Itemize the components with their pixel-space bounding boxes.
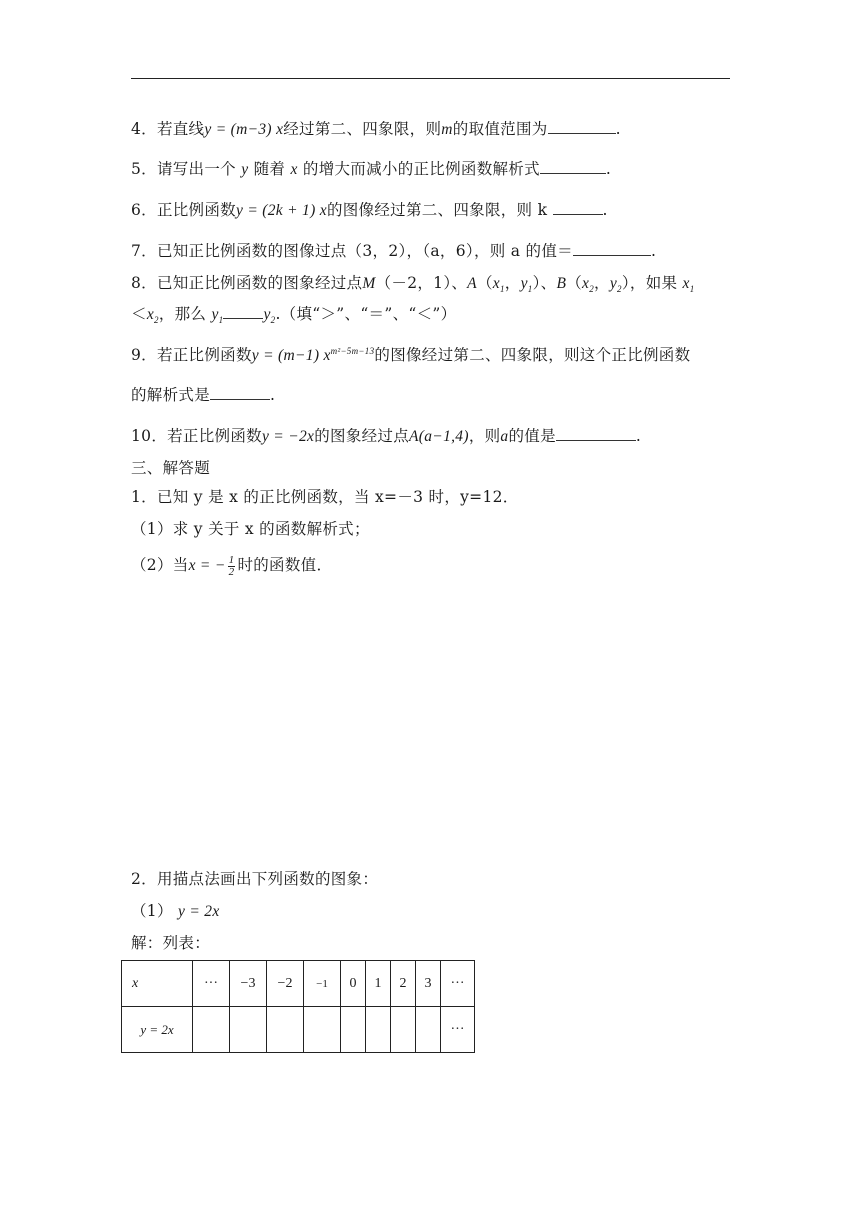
- p2-sub1-label: （1）: [131, 902, 173, 920]
- table-cell: x: [122, 961, 193, 1007]
- q8-s1: 1: [499, 284, 505, 295]
- q10-pre: 10．若正比例函数: [131, 427, 262, 445]
- q4-mid: 经过第二、四象限，则: [283, 120, 442, 138]
- table-cell[interactable]: [193, 1007, 230, 1053]
- q7-text: 7．已知正比例函数的图像过点（3，2），（a，6），则 a 的值＝: [131, 242, 573, 260]
- q9-mid: 的图像经过第二、四象限，则这个正比例函数: [374, 346, 691, 364]
- question-9-line1: [131, 343, 690, 365]
- q4-answer-blank[interactable]: [548, 119, 616, 134]
- question-8-line1: [131, 271, 695, 294]
- table-cell: ···: [193, 961, 230, 1007]
- q10-answer-blank[interactable]: [556, 426, 636, 441]
- question-8-line2: [131, 302, 456, 325]
- p2-equation: y = 2x: [178, 903, 220, 920]
- p1-sub2-x: x = −: [188, 557, 226, 574]
- q6-answer-blank[interactable]: [553, 200, 603, 215]
- q9-exponent: m²−5m−13: [330, 345, 375, 356]
- q8-x2: x: [582, 275, 590, 292]
- q5-mid1: 随着: [253, 160, 286, 178]
- p1-sub2-post: 时的函数值．: [237, 556, 333, 574]
- q8-x1b: x: [682, 275, 690, 292]
- q8-g: ，: [594, 274, 610, 292]
- table-cell: −1: [304, 961, 341, 1007]
- q8-A: A: [467, 275, 477, 292]
- problem-2-stem: 2．用描点法画出下列函数的图象：: [131, 870, 379, 888]
- table-cell: y = 2x: [122, 1007, 193, 1053]
- table-cell: 3: [416, 961, 441, 1007]
- fraction-half: [228, 555, 236, 578]
- table-cell: 2: [391, 961, 416, 1007]
- question-5: [131, 157, 611, 179]
- q9-line2: 的解析式是: [131, 386, 211, 404]
- question-7: [131, 239, 656, 261]
- solution-label: 解：列表：: [131, 934, 211, 952]
- q8-s4: 2: [617, 284, 622, 295]
- q4-pre: 4．若直线: [131, 120, 205, 138]
- table-cell: −3: [230, 961, 267, 1007]
- table-cell[interactable]: [230, 1007, 267, 1053]
- q4-end: .: [615, 120, 621, 138]
- table-cell[interactable]: [416, 1007, 441, 1053]
- problem-1-stem: 1．已知 y 是 x 的正比例函数，当 x=－3 时，y=12．: [131, 488, 519, 506]
- q8-y2: y: [609, 275, 618, 292]
- q8-y1b: y: [211, 306, 219, 323]
- fraction-denominator: 2: [228, 565, 235, 578]
- q8-B: B: [556, 275, 567, 292]
- problem-2-sub1: [131, 899, 220, 921]
- q8-h: ），如果: [621, 274, 678, 292]
- q8-s2: 1: [527, 284, 533, 295]
- q8-f: （: [566, 274, 583, 292]
- q6-mid: 的图像经过第二、四象限，则 k: [326, 201, 548, 219]
- problem-1-sub1: （1）求 y 关于 x 的函数解析式；: [131, 520, 370, 538]
- q4-post: 的取值范围为: [452, 120, 548, 138]
- q6-end: .: [602, 201, 608, 219]
- q4-equation: y = (m−3) x: [204, 121, 284, 138]
- q8-x2b: x: [146, 306, 154, 323]
- p1-sub2-pre: （2）当: [131, 556, 189, 574]
- q10-var: a: [500, 428, 509, 445]
- table-cell[interactable]: [391, 1007, 416, 1053]
- table-cell: 0: [341, 961, 366, 1007]
- q5-answer-blank[interactable]: [540, 159, 606, 174]
- q8-s6: 2: [154, 315, 159, 326]
- table-row-x: [122, 961, 475, 1007]
- q8-s8: 2: [270, 315, 276, 326]
- q5-mid2: 的增大而减小的正比例函数解析式: [302, 160, 540, 178]
- q5-x: x: [290, 161, 298, 178]
- q8-line2b: ，那么: [158, 305, 207, 323]
- q8-answer-blank[interactable]: [223, 304, 263, 319]
- q8-s5: 1: [689, 284, 695, 295]
- q8-line2c: .（填“＞”、“＝”、“＜”）: [275, 305, 457, 323]
- question-9-line2: [131, 383, 275, 405]
- q10-mid: 的图象经过点: [314, 427, 410, 445]
- q8-e: ）、: [532, 274, 557, 292]
- q9-equation: y = (m−1) x: [251, 347, 331, 364]
- q8-b: （－2，1）、: [375, 274, 468, 292]
- value-table: [121, 960, 475, 1053]
- q9-answer-blank[interactable]: [210, 385, 270, 400]
- q8-s7: 1: [218, 315, 224, 326]
- q5-end: .: [605, 160, 612, 178]
- q7-answer-blank[interactable]: [573, 241, 651, 256]
- question-4: [131, 117, 621, 139]
- q4-var: m: [441, 121, 453, 138]
- table-cell: 1: [366, 961, 391, 1007]
- q6-pre: 6．正比例函数: [131, 201, 236, 219]
- q10-end: .: [635, 427, 642, 445]
- table-cell[interactable]: [341, 1007, 366, 1053]
- q5-y: y: [241, 161, 249, 178]
- table-cell[interactable]: [366, 1007, 391, 1053]
- table-cell: −2: [267, 961, 304, 1007]
- table-cell[interactable]: [267, 1007, 304, 1053]
- q8-s3: 2: [589, 284, 595, 295]
- q8-c: （: [476, 274, 493, 292]
- q10-point: A(a−1,4): [409, 428, 469, 445]
- question-6: [131, 198, 608, 220]
- q8-a: 8．已知正比例函数的图象经过点: [131, 274, 363, 292]
- q8-d: ，: [504, 274, 521, 292]
- q9-pre: 9．若正比例函数: [131, 346, 252, 364]
- section-3-heading: 三、解答题: [131, 459, 211, 477]
- q8-y2b: y: [263, 306, 271, 323]
- q9-end: .: [270, 386, 276, 404]
- table-cell: ···: [441, 961, 475, 1007]
- table-row-y: [122, 1007, 475, 1053]
- q6-equation: y = (2k + 1) x: [235, 202, 327, 219]
- q10-mid2: ，则: [468, 427, 501, 445]
- fraction-numerator: 1: [228, 553, 235, 566]
- q8-M: M: [362, 275, 376, 292]
- question-10: [131, 424, 641, 446]
- q7-end: .: [650, 242, 657, 260]
- table-cell: ···: [441, 1007, 475, 1053]
- q8-x1: x: [492, 275, 500, 292]
- q10-equation: y = −2x: [261, 428, 315, 445]
- q8-y1: y: [520, 275, 528, 292]
- problem-1-sub2: [131, 553, 332, 578]
- header-rule: [131, 78, 730, 79]
- q5-pre: 5．请写出一个: [131, 160, 236, 178]
- q10-post: 的值是: [508, 427, 556, 445]
- q8-line2a: ＜: [131, 305, 147, 323]
- table-cell[interactable]: [304, 1007, 341, 1053]
